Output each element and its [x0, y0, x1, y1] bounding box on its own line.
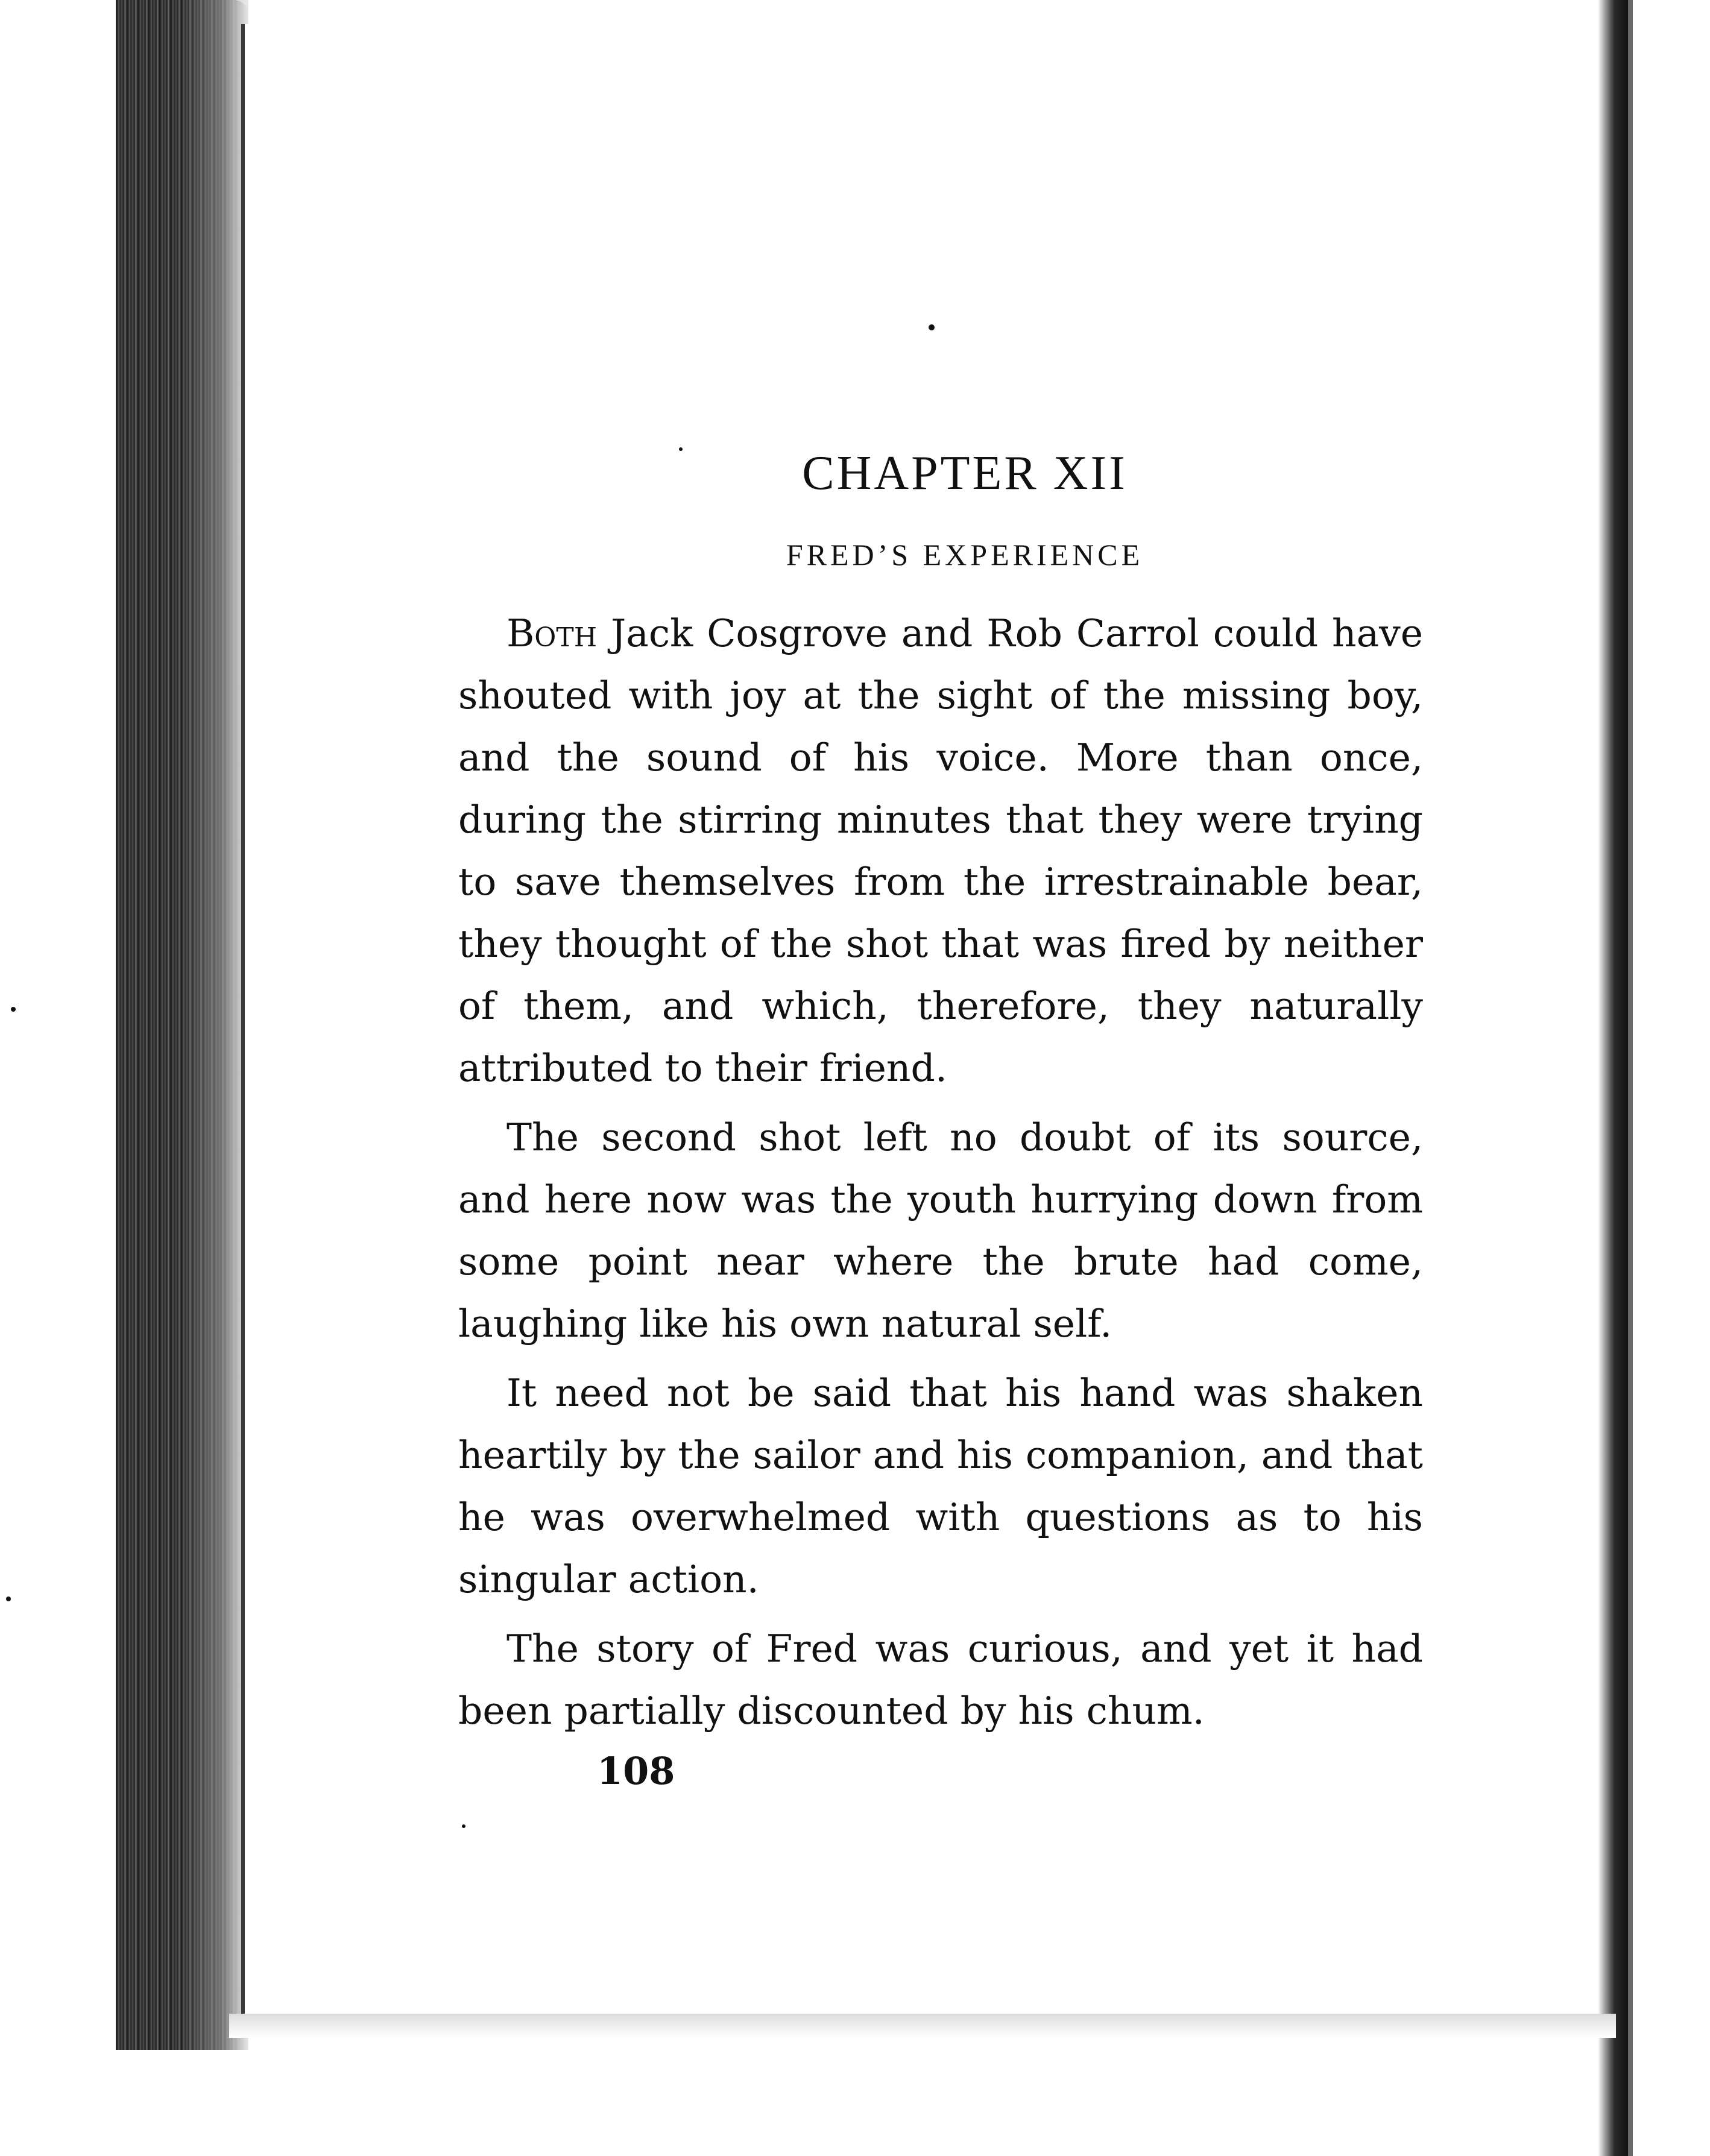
- page-text: [458, 446, 1423, 1793]
- binding-line: [1628, 0, 1633, 2156]
- chapter-subtitle: FRED’S EXPERIENCE: [786, 538, 1144, 572]
- paragraph: [458, 1106, 1423, 1355]
- page-edge-fade: [181, 0, 248, 2050]
- scan-speck: [929, 324, 935, 330]
- page-number: 108: [597, 1749, 675, 1793]
- paragraph-text: The second shot left no doubt of its source, and here now was the youth hurrying down from some point near where the brute had come, laughing like his own natural self.: [458, 1115, 1423, 1346]
- paragraph-text: The story of Fred was curious, and yet it had been partially discounted by his chum.: [458, 1627, 1423, 1733]
- scan-speck: [6, 1597, 11, 1601]
- paragraph-lead: Both: [506, 611, 598, 655]
- paragraph-text: It need not be said that his hand was shaken heartily by the sailor and his companion, and that he was overwhelmed with questions as to his singular action.: [458, 1371, 1423, 1601]
- scan-speck: [11, 1007, 16, 1012]
- paragraph: [458, 1618, 1423, 1742]
- scan-speck: [462, 1824, 465, 1828]
- paragraph-text: Jack Cosgrove and Rob Carrol could have shouted with joy at the sight of the missing boy, and the sound of his voice. More than once, during the stirring minutes that they were trying to save themselves from the irrestrainable bear, they thought of the shot that was fired by neither of them, and which, therefore, they naturally attributed to their friend.: [458, 611, 1423, 1090]
- page-bottom-shadow: [229, 2014, 1616, 2038]
- paragraph: [458, 1362, 1423, 1610]
- chapter-heading: CHAPTER XII: [802, 447, 1128, 500]
- binding-edge: [1598, 0, 1628, 2156]
- paragraph: [458, 602, 1423, 1099]
